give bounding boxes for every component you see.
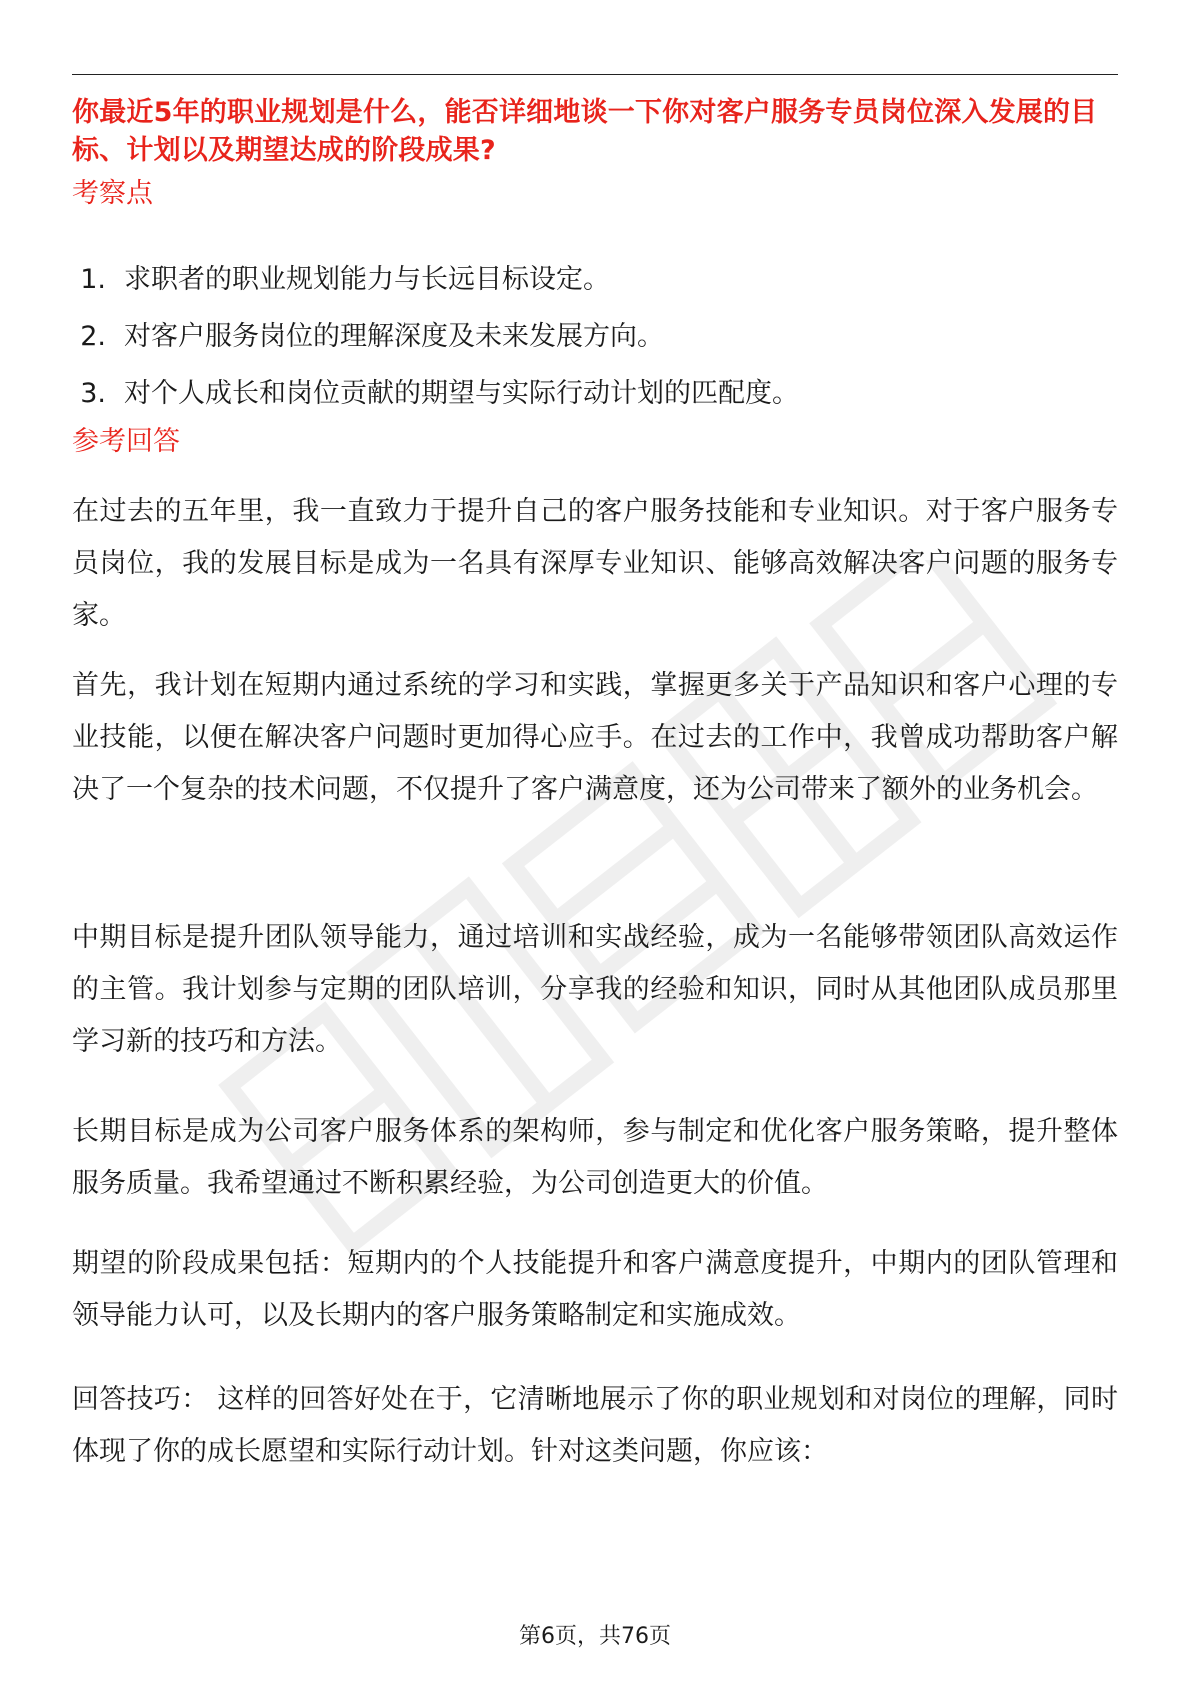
answer-heading: 参考回答: [72, 426, 180, 457]
answer-paragraph: 在过去的五年里，我一直致力于提升自己的客户服务技能和专业知识。对于客户服务专员岗位，我的发展目标是成为一名具有深厚专业知识、能够高效解决客户问题的服务专家。: [72, 496, 1118, 631]
list-item: [72, 262, 1118, 298]
list-text: 对个人成长和岗位贡献的期望与实际行动计划的匹配度。: [124, 378, 799, 409]
answer-paragraph: 回答技巧： 这样的回答好处在于，它清晰地展示了你的职业规划和对岗位的理解，同时体现了你的成长愿望和实际行动计划。针对这类问题，你应该：: [72, 1384, 1118, 1467]
list-number: 1.: [80, 264, 106, 295]
page-number: 第6页，共76页: [519, 1624, 671, 1649]
answer-paragraph: 期望的阶段成果包括：短期内的个人技能提升和客户满意度提升，中期内的团队管理和领导能力认可，以及长期内的客户服务策略制定和实施成效。: [72, 1248, 1118, 1331]
list-number: 2.: [80, 321, 106, 352]
top-divider: [72, 74, 1118, 75]
question-title: 你最近5年的职业规划是什么，能否详细地谈一下你对客户服务专员岗位深入发展的目标、计划以及期望达成的阶段成果?: [72, 97, 1098, 166]
list-item: [72, 376, 1118, 412]
points-list: [72, 262, 1118, 433]
answer-paragraph: 中期目标是提升团队领导能力，通过培训和实战经验，成为一名能够带领团队高效运作的主管。我计划参与定期的团队培训，分享我的经验和知识，同时从其他团队成员那里学习新的技巧和方法。: [72, 922, 1118, 1057]
list-text: 对客户服务岗位的理解深度及未来发展方向。: [124, 321, 664, 352]
list-text: 求职者的职业规划能力与长远目标设定。: [124, 264, 610, 295]
answer-paragraph: 长期目标是成为公司客户服务体系的架构师，参与制定和优化客户服务策略，提升整体服务质量。我希望通过不断积累经验，为公司创造更大的价值。: [72, 1116, 1118, 1199]
list-item: [72, 319, 1118, 355]
points-heading: 考察点: [72, 178, 153, 209]
answer-paragraph: 首先，我计划在短期内通过系统的学习和实践，掌握更多关于产品知识和客户心理的专业技能，以便在解决客户问题时更加得心应手。在过去的工作中，我曾成功帮助客户解决了一个复杂的技术问题，不仅提升了客户满意度，还为公司带来了额外的业务机会。: [72, 670, 1118, 805]
list-number: 3.: [80, 378, 106, 409]
